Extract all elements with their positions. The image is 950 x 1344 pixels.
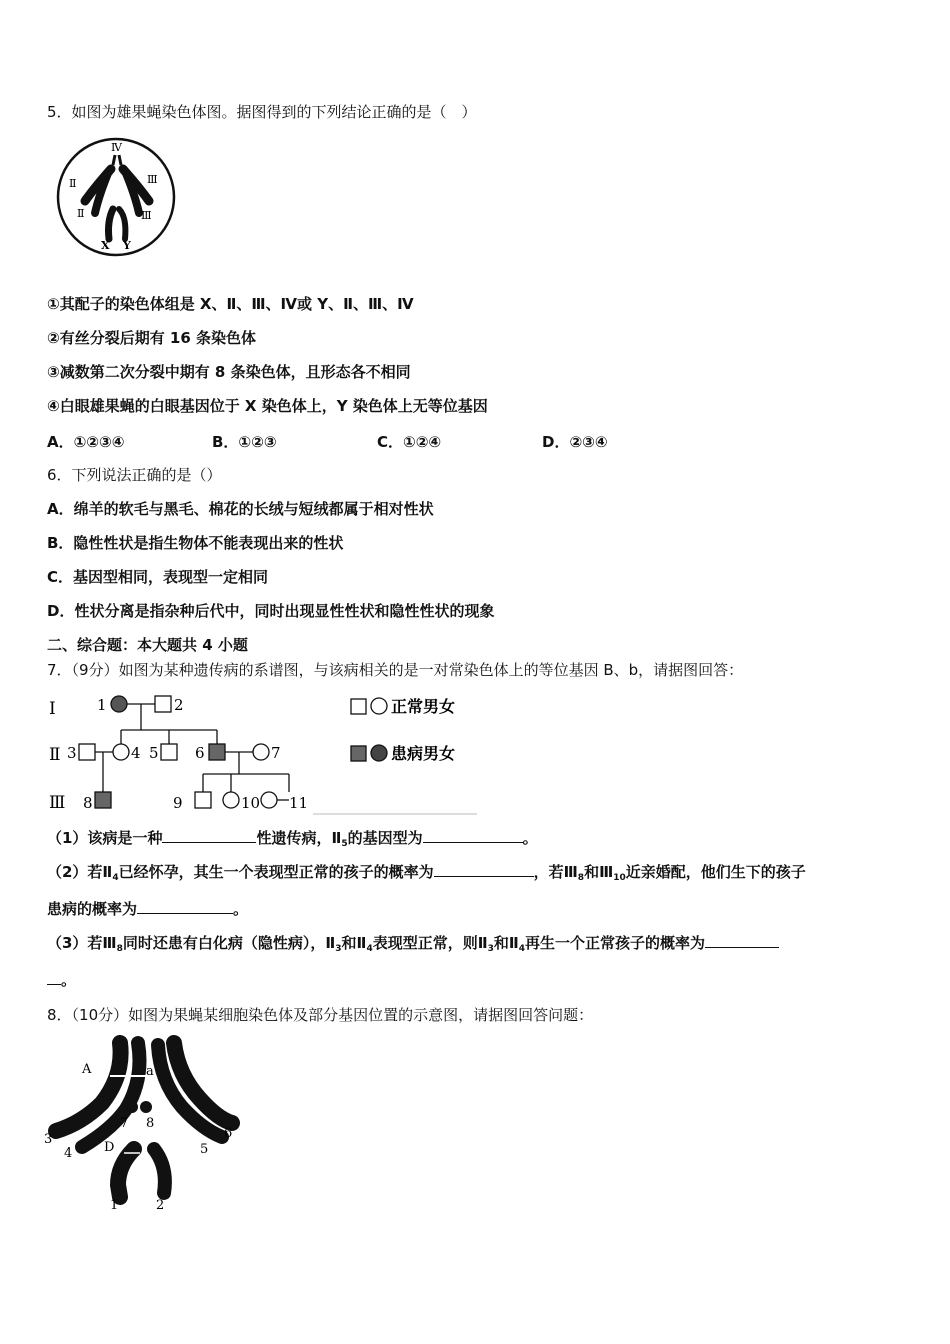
gene-label-a: a xyxy=(146,1064,154,1079)
svg-text:1: 1 xyxy=(97,696,107,714)
svg-text:1: 1 xyxy=(110,1198,119,1213)
gene-label-D: D xyxy=(104,1140,115,1155)
q7-blank-5-cont[interactable] xyxy=(47,970,61,985)
svg-text:6: 6 xyxy=(224,1126,233,1141)
label-ii-bot: Ⅱ xyxy=(77,207,85,220)
svg-text:4: 4 xyxy=(131,744,141,762)
label-x: X xyxy=(101,239,110,252)
q7-part-2: （2）若$Ⅱ_4$已经怀孕，其生一个表现型正常的孩子的概率为 ，若$Ⅲ_8$和$Ⅲ_{10}$近亲婚配，他们生下的孩子 xyxy=(47,863,806,883)
label-iv: Ⅳ xyxy=(111,141,122,154)
label-iii-bot: Ⅲ xyxy=(141,209,152,222)
gen-iii: Ⅲ xyxy=(49,793,66,813)
q7-part-1: （1）该病是一种 性遗传病，$Ⅱ_5$的基因型为 。 xyxy=(47,829,538,849)
label-iii-top: Ⅲ xyxy=(147,173,158,186)
q6-option-c[interactable]: C．基因型相同，表现型一定相同 xyxy=(47,568,269,586)
q5-option-c[interactable]: C．①②④ xyxy=(377,433,442,451)
svg-text:6: 6 xyxy=(195,744,205,762)
svg-text:11: 11 xyxy=(289,794,309,812)
q5-option-b[interactable]: B．①②③ xyxy=(212,433,277,451)
q7-blank-3[interactable] xyxy=(434,862,534,877)
individual-i2-normal-male xyxy=(155,696,171,712)
legend-normal-label: 正常男女 xyxy=(391,697,456,716)
individual-ii3-normal-male xyxy=(79,744,95,760)
svg-text:2: 2 xyxy=(156,1198,165,1213)
q5-statement-3: ③减数第二次分裂中期有 8 条染色体，且形态各不相同 xyxy=(47,363,411,381)
q8-stem: 8．（10分）如图为果蝇某细胞染色体及部分基因位置的示意图，请据图回答问题： xyxy=(47,1006,594,1024)
svg-text:8: 8 xyxy=(146,1116,155,1131)
q6-stem: 6．下列说法正确的是（） xyxy=(47,466,222,484)
q7-blank-4[interactable] xyxy=(137,899,233,914)
q5-option-a[interactable]: A．①②③④ xyxy=(47,433,125,451)
svg-text:8: 8 xyxy=(83,794,93,812)
svg-text:4: 4 xyxy=(64,1146,73,1161)
svg-text:7: 7 xyxy=(120,1116,129,1131)
q5-statement-2: ②有丝分裂后期有 16 条染色体 xyxy=(47,329,257,347)
q6-option-d[interactable]: D．性状分离是指杂种后代中，同时出现显性性状和隐性性状的现象 xyxy=(47,602,495,620)
q7-pedigree-figure xyxy=(45,688,485,816)
svg-text:3: 3 xyxy=(67,744,77,762)
individual-ii6-affected-male xyxy=(209,744,225,760)
svg-text:3: 3 xyxy=(44,1132,53,1147)
q7-part-3: （3）若$Ⅲ_8$同时还患有白化病（隐性病），$Ⅱ_3$和$Ⅱ_4$表现型正常，则$Ⅱ_3$和$Ⅱ_4$再生一个正常孩子的概率为 xyxy=(47,933,779,959)
q6-option-a[interactable]: A．绵羊的软毛与黑毛、棉花的长绒与短绒都属于相对性状 xyxy=(47,500,434,518)
individual-iii8-affected-male xyxy=(95,792,111,808)
section-2-heading: 二、综合题：本大题共 4 小题 xyxy=(47,636,248,654)
svg-text:10: 10 xyxy=(241,794,261,812)
svg-text:5: 5 xyxy=(200,1142,209,1157)
gene-label-A: A xyxy=(82,1062,92,1077)
q7-blank-5[interactable] xyxy=(705,933,779,948)
svg-text:9: 9 xyxy=(173,794,183,812)
q6-option-b[interactable]: B．隐性性状是指生物体不能表现出来的性状 xyxy=(47,534,344,552)
q8-chromosome-figure xyxy=(42,1035,242,1215)
individual-ii4-normal-female xyxy=(113,744,129,760)
individual-ii5-normal-male xyxy=(161,744,177,760)
svg-text:2: 2 xyxy=(174,696,184,714)
q7-part-3-cont: 。 xyxy=(47,970,76,990)
gen-i: Ⅰ xyxy=(49,699,56,719)
label-ii-top: Ⅱ xyxy=(69,177,77,190)
q5-stem: 5．如图为雄果蝇染色体图。据图得到的下列结论正确的是（ ） xyxy=(47,103,477,121)
individual-i1-affected-female xyxy=(111,696,127,712)
q7-stem: 7．（9分）如图为某种遗传病的系谱图，与该病相关的是一对常染色体上的等位基因 B、b，请据图回答： xyxy=(47,661,744,679)
q5-statement-4: ④白眼雄果蝇的白眼基因位于 X 染色体上，Y 染色体上无等位基因 xyxy=(47,397,488,415)
legend-affected-label: 患病男女 xyxy=(391,744,456,763)
gen-ii: Ⅱ xyxy=(49,745,61,765)
q7-blank-2[interactable] xyxy=(423,828,523,843)
svg-text:5: 5 xyxy=(149,744,159,762)
individual-iii10-normal-female xyxy=(223,792,239,808)
legend-affected-male-icon xyxy=(351,746,366,761)
individual-iii9-normal-male xyxy=(195,792,211,808)
q5-option-d[interactable]: D．②③④ xyxy=(542,433,608,451)
individual-ii7-normal-female xyxy=(253,744,269,760)
legend-affected-female-icon xyxy=(371,745,387,761)
q5-karyotype-figure xyxy=(55,135,177,259)
q7-blank-1[interactable] xyxy=(162,828,256,843)
q7-part-2-cont: 患病的概率为 。 xyxy=(47,900,249,918)
q5-statement-1: ①其配子的染色体组是 X、Ⅱ、Ⅲ、Ⅳ或 Y、Ⅱ、Ⅲ、Ⅳ xyxy=(47,295,414,313)
label-y: Y xyxy=(123,239,131,252)
svg-text:7: 7 xyxy=(271,744,281,762)
legend-normal-male-icon xyxy=(351,699,366,714)
legend-normal-female-icon xyxy=(371,698,387,714)
